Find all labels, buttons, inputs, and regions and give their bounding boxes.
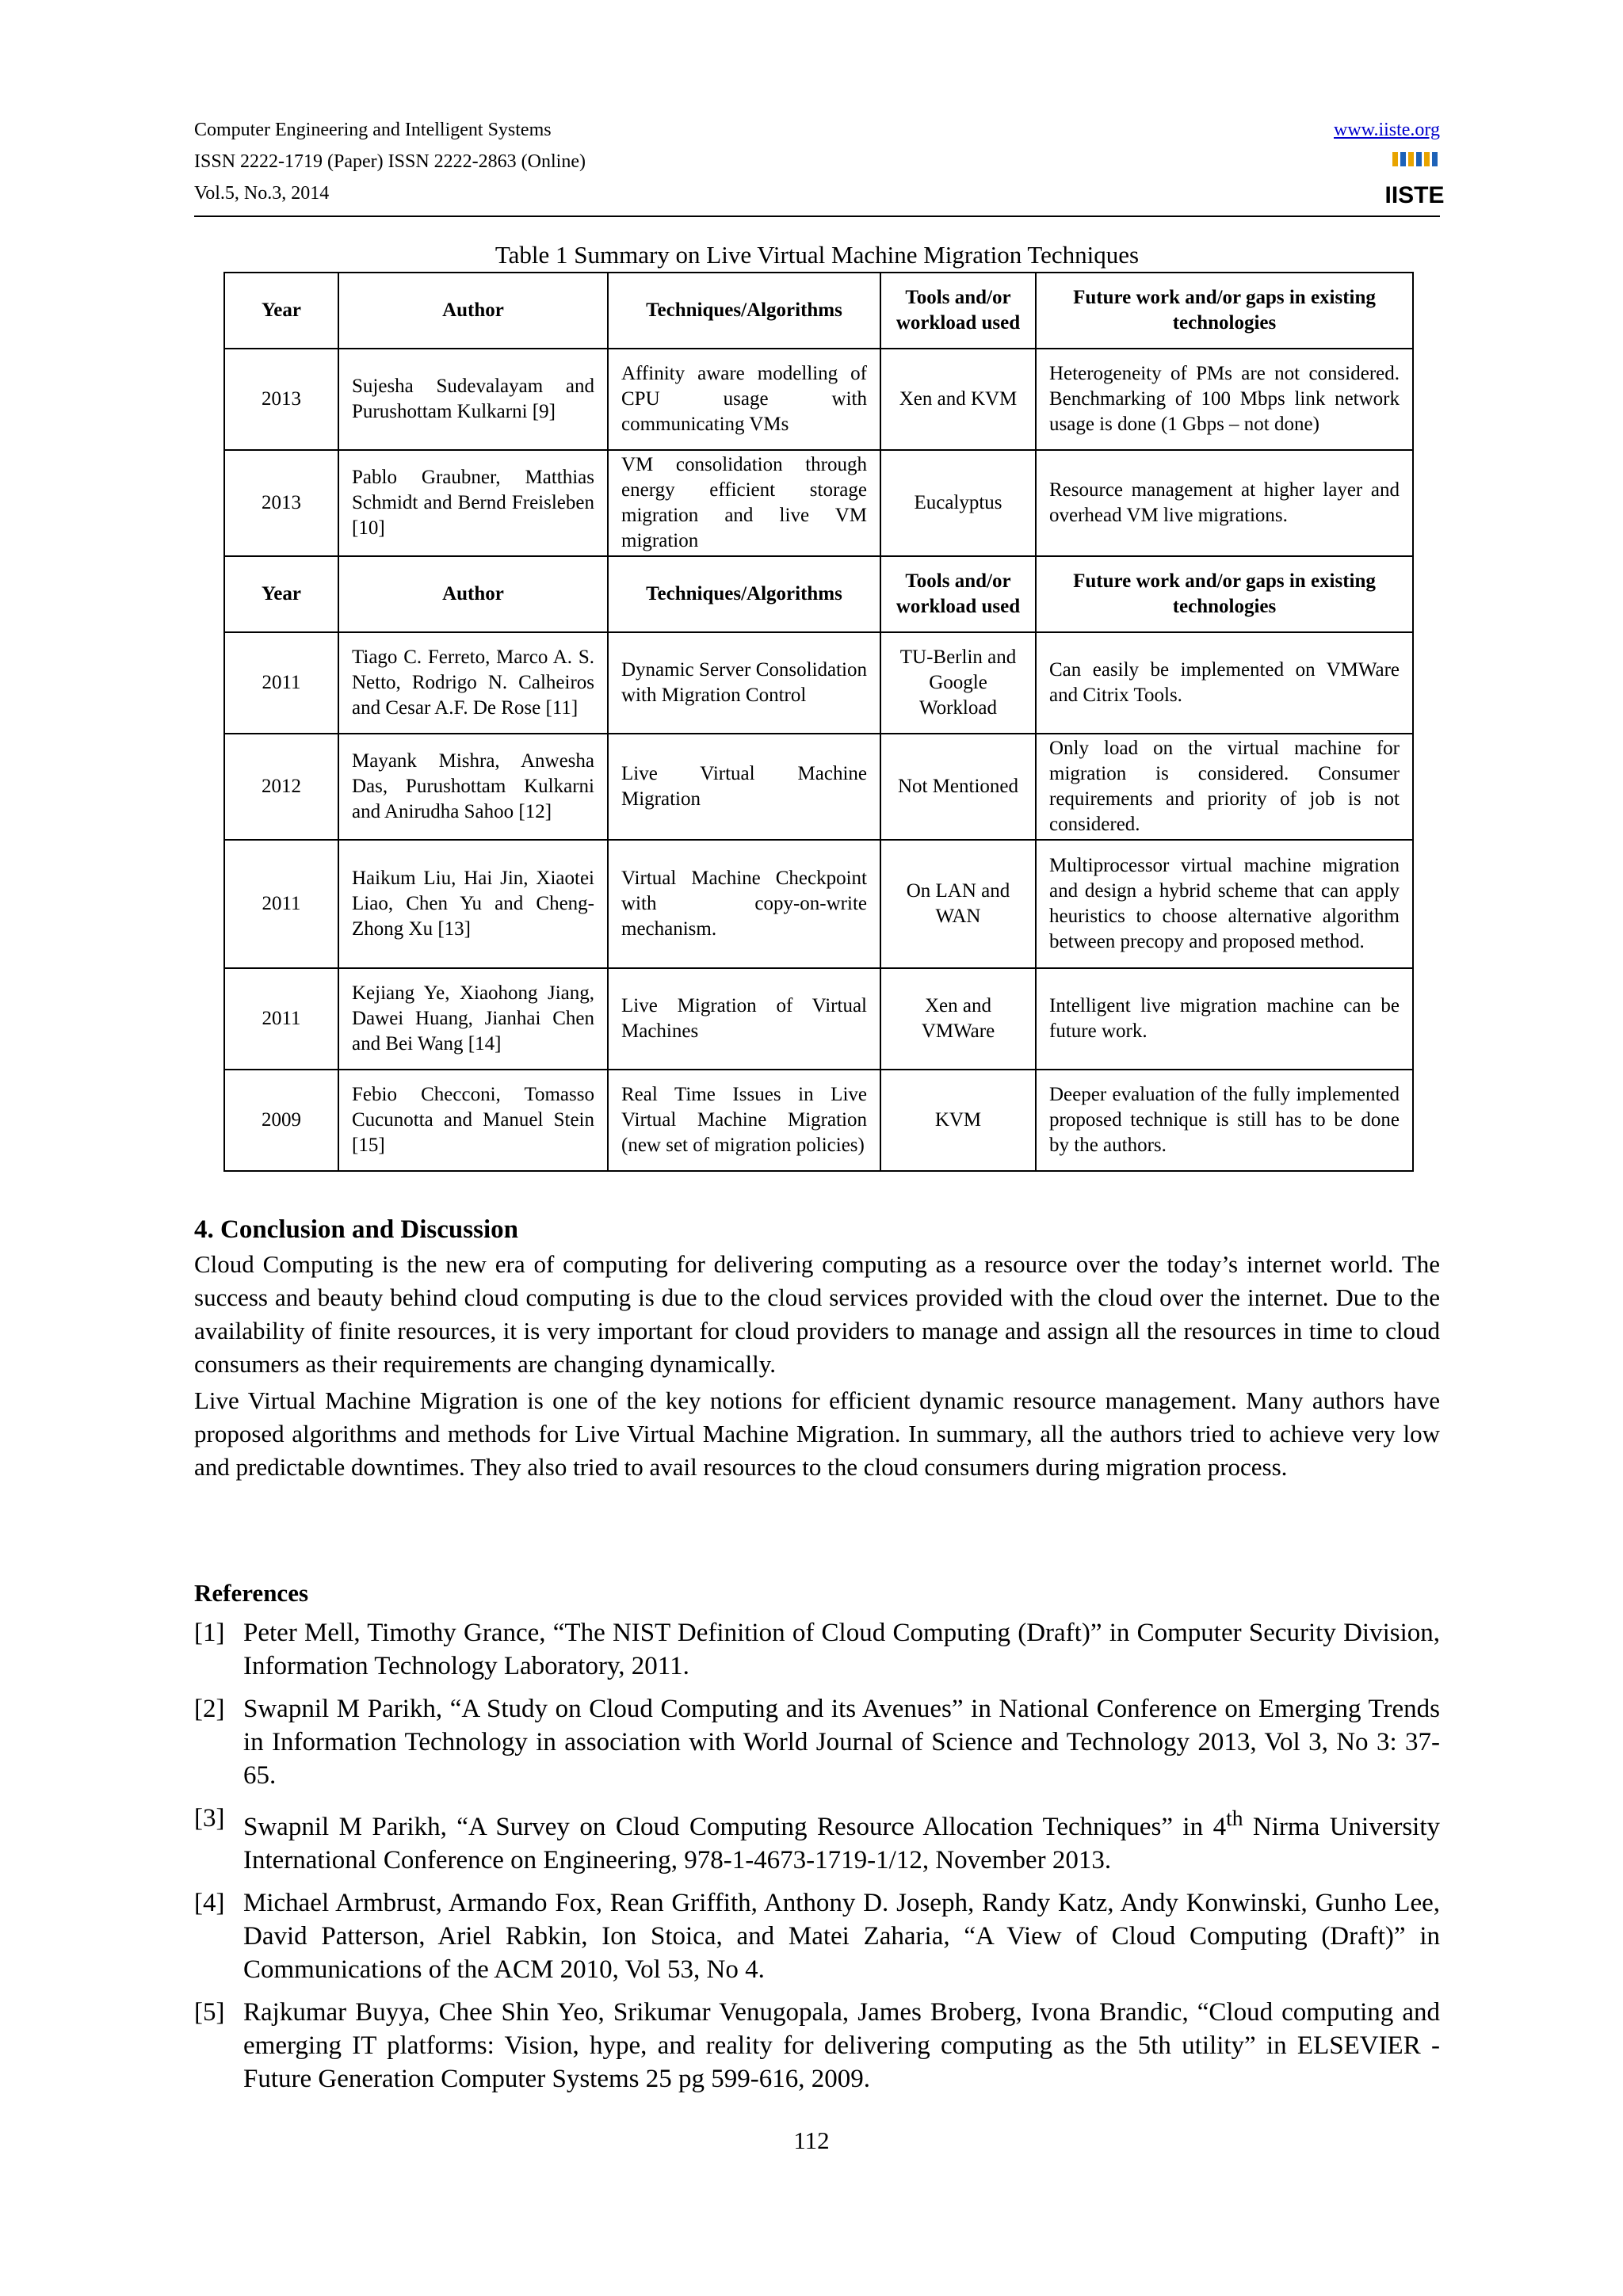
cell-year: 2011 — [224, 632, 338, 734]
page-header — [194, 114, 1445, 209]
cell-technique: Dynamic Server Consolidation with Migration Control — [608, 632, 880, 734]
reference-item — [194, 1616, 1440, 1683]
reference-number: [2] — [194, 1695, 225, 1723]
cell-future: Intelligent live migration machine can be future work. — [1036, 968, 1413, 1070]
cell-technique: Virtual Machine Checkpoint with copy-on-write mechanism. — [608, 840, 880, 968]
cell-tools: Xen and KVM — [880, 349, 1036, 450]
cell-author: Sujesha Sudevalayam and Purushottam Kulkarni [9] — [338, 349, 608, 450]
table-row — [224, 968, 1413, 1070]
header-author: Author — [338, 556, 608, 632]
reference-number: [3] — [194, 1804, 225, 1833]
table-caption: Table 1 Summary on Live Virtual Machine Migration Techniques — [495, 241, 1140, 269]
reference-item — [194, 1692, 1440, 1792]
iiste-logo — [1384, 151, 1445, 209]
header-future: Future work and/or gaps in existing technologies — [1036, 556, 1413, 632]
cell-future: Multiprocessor virtual machine migration and design a hybrid scheme that can apply heuristics to choose alternative algorithm between precopy and proposed method. — [1036, 840, 1413, 968]
table-row — [224, 450, 1413, 556]
reference-text: Peter Mell, Timothy Grance, “The NIST Definition of Cloud Computing (Draft)” in Computer Security Division, Information Technology Laboratory, 2011. — [243, 1619, 1440, 1680]
cell-future: Deeper evaluation of the fully implemented proposed technique is still has to be done by the authors. — [1036, 1070, 1413, 1171]
journal-url-link[interactable]: www.iiste.org — [1334, 120, 1440, 140]
cell-technique: Live Migration of Virtual Machines — [608, 968, 880, 1070]
cell-author: Febio Checconi, Tomasso Cucunotta and Manuel Stein [15] — [338, 1070, 608, 1171]
header-tools: Tools and/or workload used — [880, 273, 1036, 349]
reference-number: [4] — [194, 1889, 225, 1917]
section-heading-conclusion: 4. Conclusion and Discussion — [194, 1215, 518, 1244]
reference-item — [194, 1802, 1440, 1877]
cell-tools: Not Mentioned — [880, 734, 1036, 840]
ordinal-superscript: th — [1226, 1806, 1243, 1830]
table-row — [224, 349, 1413, 450]
references-heading: References — [194, 1579, 309, 1607]
table-row — [224, 734, 1413, 840]
cell-year: 2011 — [224, 968, 338, 1070]
header-techniques: Techniques/Algorithms — [608, 273, 880, 349]
references-list — [194, 1616, 1440, 2105]
cell-future: Resource management at higher layer and overhead VM live migrations. — [1036, 450, 1413, 556]
table-row — [224, 840, 1413, 968]
summary-table — [223, 272, 1414, 1172]
cell-technique: VM consolidation through energy efficient storage migration and live VM migration — [608, 450, 880, 556]
reference-item — [194, 1996, 1440, 2096]
reference-item — [194, 1886, 1440, 1986]
header-divider — [194, 215, 1440, 217]
reference-text-part: Swapnil M Parikh, “A Survey on Cloud Computing Resource Allocation Techniques” in 4 — [243, 1813, 1227, 1841]
table-header-row — [224, 556, 1413, 632]
reference-text: Swapnil M Parikh, “A Study on Cloud Computing and its Avenues” in National Conference on Emerging Trends in Information Technology in association with World Journal of Science and Technology 2013, Vol 3, No 3: 37-65. — [243, 1695, 1440, 1790]
cell-future: Can easily be implemented on VMWare and Citrix Tools. — [1036, 632, 1413, 734]
table-row — [224, 632, 1413, 734]
cell-author: Tiago C. Ferreto, Marco A. S. Netto, Rodrigo N. Calheiros and Cesar A.F. De Rose [11] — [338, 632, 608, 734]
table-header-row — [224, 273, 1413, 349]
journal-name: Computer Engineering and Intelligent Systems — [194, 120, 552, 140]
volume-line: Vol.5, No.3, 2014 — [194, 183, 330, 204]
cell-future: Only load on the virtual machine for migration is considered. Consumer requirements and priority of job is not considered. — [1036, 734, 1413, 840]
cell-technique: Live Virtual Machine Migration — [608, 734, 880, 840]
reference-number: [1] — [194, 1619, 225, 1647]
header-future: Future work and/or gaps in existing technologies — [1036, 273, 1413, 349]
cell-future: Heterogeneity of PMs are not considered. Benchmarking of 100 Mbps link network usage is done (1 Gbps – not done) — [1036, 349, 1413, 450]
cell-author: Kejiang Ye, Xiaohong Jiang, Dawei Huang, Jianhai Chen and Bei Wang [14] — [338, 968, 608, 1070]
header-tools: Tools and/or workload used — [880, 556, 1036, 632]
reference-text-part: Nirma University International Conference on Engineering, 978-1-4673-1719-1/12, November 2013. — [243, 1813, 1441, 1875]
conclusion-paragraph-2: Live Virtual Machine Migration is one of the key notions for efficient dynamic resource management. Many authors have proposed algorithms and methods for Live Virtual Machine Migration. In summary, all the authors tried to achieve very low and predictable downtimes. They also tried to avail resources to the cloud consumers during migration process. — [194, 1386, 1440, 1481]
cell-author: Haikum Liu, Hai Jin, Xiaotei Liao, Chen Yu and Cheng-Zhong Xu [13] — [338, 840, 608, 968]
cell-tools: Xen and VMWare — [880, 968, 1036, 1070]
header-author: Author — [338, 273, 608, 349]
table-row — [224, 1070, 1413, 1171]
reference-number: [5] — [194, 1998, 225, 2027]
cell-year: 2009 — [224, 1070, 338, 1171]
conclusion-paragraph-1: Cloud Computing is the new era of computing for delivering computing as a resource over the today’s internet world. The success and beauty behind cloud computing is due to the cloud services provided with the cloud over the internet. Due to the availability of finite resources, it is very important for cloud providers to manage and assign all the resources in time to cloud consumers as their requirements are changing dynamically. — [194, 1250, 1440, 1378]
cell-technique: Real Time Issues in Live Virtual Machine Migration (new set of migration policies) — [608, 1070, 880, 1171]
logo-text: IISTE — [1384, 182, 1445, 208]
cell-author: Mayank Mishra, Anwesha Das, Purushottam Kulkarni and Anirudha Sahoo [12] — [338, 734, 608, 840]
cell-year: 2012 — [224, 734, 338, 840]
reference-text: Rajkumar Buyya, Chee Shin Yeo, Srikumar Venugopala, James Broberg, Ivona Brandic, “Cloud computing and emerging IT platforms: Vision, hype, and reality for delivering computing as the 5th utility” in ELSEVIER - Future Generation Computer Systems 25 pg 599-616, 2009. — [243, 1998, 1440, 2093]
header-techniques: Techniques/Algorithms — [608, 556, 880, 632]
page-number: 112 — [793, 2126, 830, 2154]
reference-text — [243, 1802, 1440, 1877]
cell-author: Pablo Graubner, Matthias Schmidt and Bernd Freisleben [10] — [338, 450, 608, 556]
issn-line: ISSN 2222-1719 (Paper) ISSN 2222-2863 (Online) — [194, 151, 586, 172]
header-year: Year — [224, 556, 338, 632]
cell-tools: Eucalyptus — [880, 450, 1036, 556]
cell-year: 2013 — [224, 349, 338, 450]
cell-technique: Affinity aware modelling of CPU usage with communicating VMs — [608, 349, 880, 450]
cell-tools: TU-Berlin and Google Workload — [880, 632, 1036, 734]
reference-text: Michael Armbrust, Armando Fox, Rean Griffith, Anthony D. Joseph, Randy Katz, Andy Konwinski, Gunho Lee, David Patterson, Ariel Rabkin, Ion Stoica, and Matei Zaharia, “A View of Cloud Computing (Draft)” in Communications of the ACM 2010, Vol 53, No 4. — [243, 1889, 1440, 1984]
cell-year: 2013 — [224, 450, 338, 556]
cell-tools: On LAN and WAN — [880, 840, 1036, 968]
cell-tools: KVM — [880, 1070, 1036, 1171]
header-year: Year — [224, 273, 338, 349]
cell-year: 2011 — [224, 840, 338, 968]
